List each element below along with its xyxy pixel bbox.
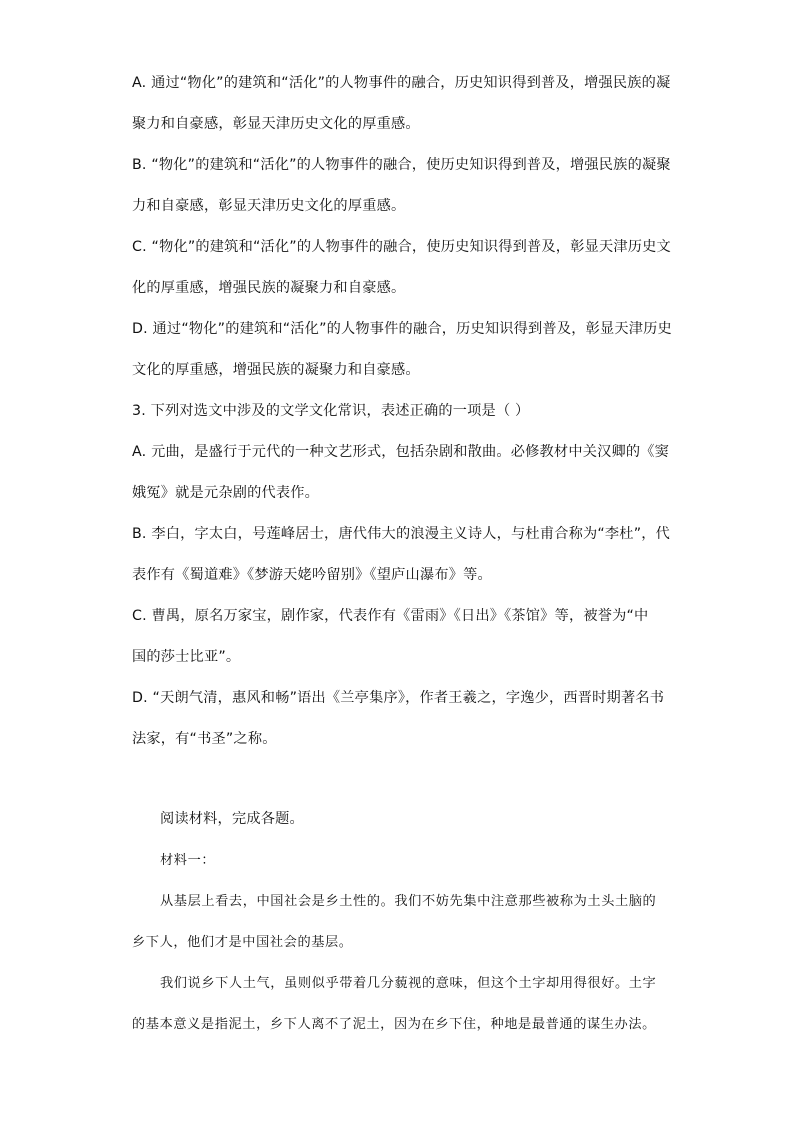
option-line: C. 曹禺，原名万家宝，剧作家，代表作有《雷雨》《日出》《茶馆》等，被誉为“中 bbox=[132, 608, 649, 624]
option-line: D. “天朗气清，惠风和畅”语出《兰亭集序》，作者王羲之，字逸少，西晋时期著名书 bbox=[132, 690, 665, 706]
option-line: 娥冤》就是元杂剧的代表作。 bbox=[132, 485, 320, 501]
option-line: A. 通过“物化”的建筑和“活化”的人物事件的融合，历史知识得到普及，增强民族的凝 bbox=[132, 75, 671, 91]
material-label: 材料一： bbox=[160, 853, 216, 868]
option-line: A. 元曲，是盛行于元代的一种文艺形式，包括杂剧和散曲。必修教材中关汉卿的《窦 bbox=[132, 444, 670, 460]
reading-instruction: 阅读材料，完成各题。 bbox=[160, 811, 304, 827]
option-line: 化的厚重感，增强民族的凝聚力和自豪感。 bbox=[132, 280, 406, 296]
paragraph-line: 的基本意义是指泥土，乡下人离不了泥土，因为在乡下住，种地是最普通的谋生办法。 bbox=[132, 1017, 656, 1032]
option-line: 法家，有“书圣”之称。 bbox=[132, 731, 277, 747]
option-line: D. 通过“物化”的建筑和“活化”的人物事件的融合，历史知识得到普及，彰显天津历史 bbox=[132, 321, 672, 337]
option-line: C. “物化”的建筑和“活化”的人物事件的融合，使历史知识得到普及，彰显天津历史文 bbox=[132, 239, 671, 255]
option-line: 力和自豪感，彰显天津历史文化的厚重感。 bbox=[132, 198, 406, 214]
option-line: 文化的厚重感，增强民族的凝聚力和自豪感。 bbox=[132, 362, 420, 378]
option-line: B. “物化”的建筑和“活化”的人物事件的融合，使历史知识得到普及，增强民族的凝聚 bbox=[132, 157, 671, 173]
option-line: 表作有《蜀道难》《梦游天姥吟留别》《望庐山瀑布》等。 bbox=[132, 567, 492, 583]
paragraph-line: 乡下人，他们才是中国社会的基层。 bbox=[132, 935, 353, 950]
q3-stem: 3. 下列对选文中涉及的文学文化常识，表述正确的一项是（ ） bbox=[132, 403, 530, 419]
option-line: B. 李白，字太白，号莲峰居士，唐代伟大的浪漫主义诗人，与杜甫合称为“李杜”，代 bbox=[132, 526, 671, 542]
option-line: 国的莎士比亚”。 bbox=[132, 649, 241, 665]
paragraph-line: 我们说乡下人土气，虽则似乎带着几分藐视的意味，但这个土字却用得很好。土字 bbox=[160, 976, 657, 991]
paragraph-line: 从基层上看去，中国社会是乡土性的。我们不妨先集中注意那些被称为土头土脑的 bbox=[160, 894, 657, 909]
option-line: 聚力和自豪感，彰显天津历史文化的厚重感。 bbox=[132, 116, 420, 132]
